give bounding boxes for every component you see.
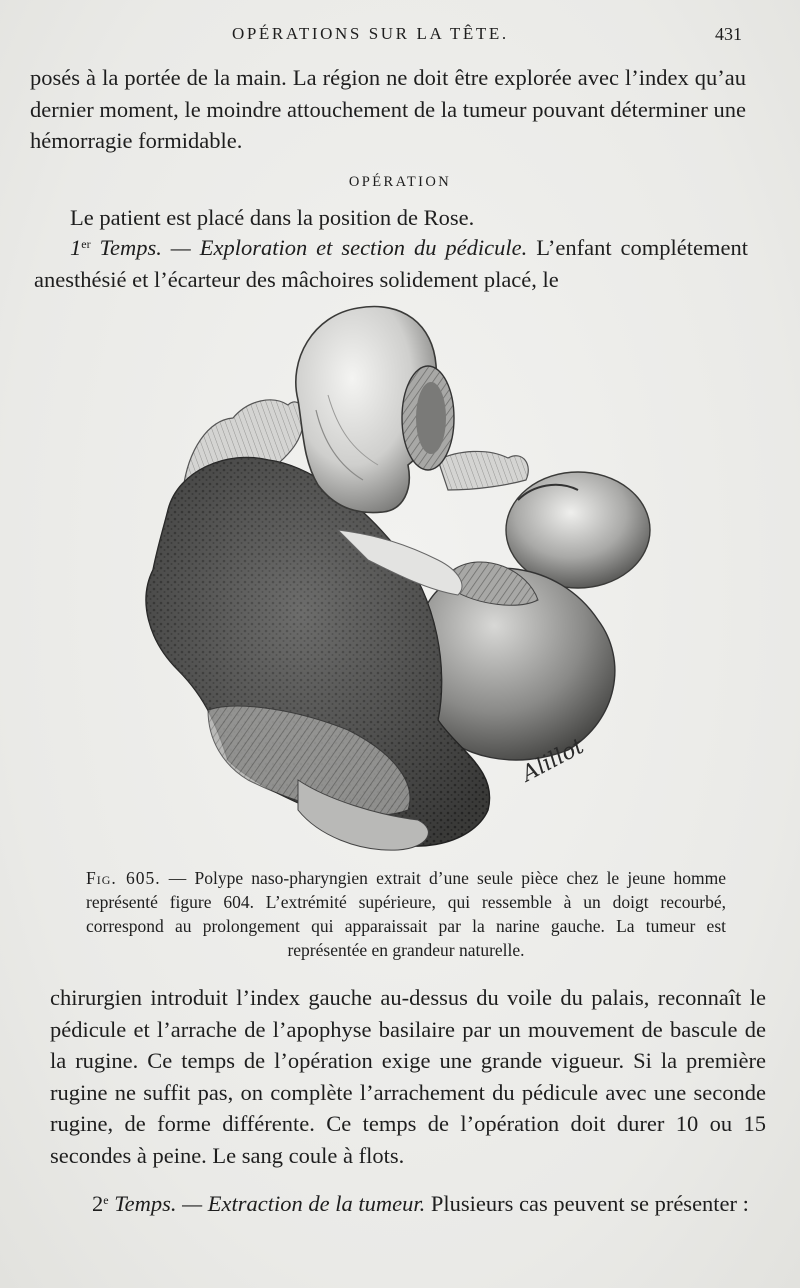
first-step-label: Temps. — Exploration et section du pédicule.: [90, 235, 528, 260]
page-number: 431: [715, 24, 742, 44]
paragraph-patient-position: Le patient est placé dans la position de Rose.: [70, 205, 475, 230]
second-step-ordinal: e: [103, 1193, 109, 1207]
polyp-engraving: [138, 300, 668, 860]
paragraph-first-step: [34, 232, 748, 295]
section-heading: OPÉRATION: [348, 174, 452, 190]
second-step-text: Plusieurs cas peuvent se présenter :: [425, 1191, 749, 1216]
first-step-text: L’enfant complétement anesthésié et l’écarteur des mâchoires solidement placé, le: [34, 235, 749, 292]
figure-caption: [86, 866, 726, 962]
paragraph-second-step: [58, 1188, 768, 1220]
engraver-signature: Alillot: [518, 733, 589, 788]
caption-label: Fig. 605.: [86, 868, 161, 888]
second-step-label: Temps. — Extraction de la tumeur.: [108, 1191, 426, 1216]
caption-text: — Polype naso-pharyngien extrait d’une seule pièce chez le jeune homme représenté figure 604. L’extrémité supérieure, qui ressemble à un doigt recourbé, correspond au prolongement qui apparaissait par la narine gauche. La tumeur est représentée en grandeur naturelle.: [86, 868, 726, 960]
first-step-number: 1: [70, 235, 82, 260]
paragraph-continuation: chirurgien introduit l’index gauche au-dessus du voile du palais, reconnaît le pédicule et l’arrache de l’apophyse basilaire par un mouvement de bascule de la rugine. Ce temps de l’opération exige une grande vigueur. Si la première rugine ne suffit pas, on complète l’arrachement du pédicule avec une seconde rugine, de forme différente. Ce temps de l’opération doit durer 10 ou 15 secondes à peine. Le sang coule à flots.: [50, 985, 766, 1168]
polyp-illustration: [138, 300, 668, 860]
first-step-ordinal: er: [81, 237, 91, 251]
running-head: [0, 24, 800, 54]
paragraph-top: posés à la portée de la main. La région ne doit être explorée avec l’index qu’au dernier moment, le moindre attouchement de la tumeur pouvant déterminer une hémorragie formidable.: [30, 65, 746, 153]
running-title: OPÉRATIONS SUR LA TÊTE.: [232, 24, 509, 43]
second-step-number: 2: [92, 1191, 104, 1216]
